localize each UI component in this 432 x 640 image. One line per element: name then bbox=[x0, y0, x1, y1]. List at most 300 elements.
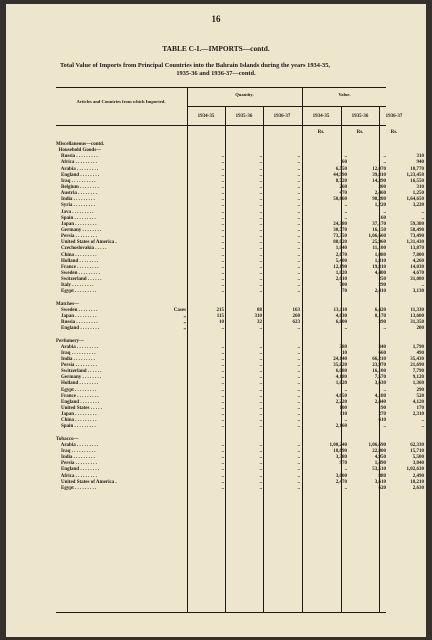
row-cell: .. bbox=[259, 221, 262, 227]
row-label: Matches— bbox=[56, 301, 80, 307]
row-cell: .. bbox=[259, 350, 262, 356]
row-label: France . . . . . . . . . bbox=[56, 264, 99, 270]
row-cell: 1,020 bbox=[335, 270, 347, 276]
row-cell: 4,260 bbox=[412, 258, 424, 264]
row-cell: .. bbox=[383, 160, 386, 166]
header-articles: Articles and Countries from which Imported. bbox=[76, 99, 166, 104]
row-cell: 1,06,660 bbox=[368, 234, 386, 240]
row-label: Perfumery— bbox=[56, 338, 85, 344]
row-cell: .. bbox=[221, 209, 224, 215]
row-cell: .. bbox=[259, 270, 262, 276]
row-cell: .. bbox=[297, 191, 300, 197]
row-label: Spain . . . . . . . . . bbox=[56, 215, 96, 221]
row-cell: .. bbox=[221, 270, 224, 276]
row-cell: 12,190 bbox=[333, 264, 347, 270]
header-bottom-rule bbox=[56, 125, 386, 126]
row-cell: 1,490 bbox=[374, 461, 386, 467]
row-cell: .. bbox=[221, 252, 224, 258]
row-cell: .. bbox=[259, 264, 262, 270]
row-cell: .. bbox=[221, 246, 224, 252]
row-label: Spain . . . . . . . . . bbox=[56, 424, 96, 430]
row-cell: 6,800 bbox=[335, 320, 347, 326]
row-cell: .. bbox=[259, 369, 262, 375]
row-cell: .. bbox=[221, 184, 224, 190]
row-cell: .. bbox=[421, 418, 424, 424]
row-cell: 62,330 bbox=[410, 442, 424, 448]
row-label: Italy . . . . . . . . . bbox=[56, 283, 94, 289]
row-cell: 3,630 bbox=[374, 381, 386, 387]
row-cell: 250 bbox=[378, 277, 386, 283]
row-cell: .. bbox=[221, 240, 224, 246]
row-cell: 610 bbox=[378, 418, 386, 424]
row-cell: .. bbox=[297, 344, 300, 350]
row-cell: 18,210 bbox=[410, 479, 424, 485]
row-cell: .. bbox=[259, 424, 262, 430]
row-cell: .. bbox=[259, 209, 262, 215]
row-cell: 2,470 bbox=[335, 479, 347, 485]
row-unit: „ bbox=[183, 320, 186, 326]
row-cell: .. bbox=[259, 252, 262, 258]
row-cell: .. bbox=[221, 424, 224, 430]
row-cell: .. bbox=[297, 203, 300, 209]
row-cell: .. bbox=[259, 184, 262, 190]
row-cell: .. bbox=[297, 215, 300, 221]
row-cell: 18,690 bbox=[333, 449, 347, 455]
row-cell: .. bbox=[221, 406, 224, 412]
row-label: France . . . . . . . . . bbox=[56, 393, 99, 399]
row-cell: .. bbox=[259, 326, 262, 332]
row-cell: .. bbox=[297, 166, 300, 172]
row-cell: 4,400 bbox=[374, 270, 386, 276]
row-label: Sweden . . . . . . . . bbox=[56, 307, 98, 313]
row-cell: 1,080 bbox=[374, 252, 386, 258]
group-rule bbox=[187, 106, 386, 107]
row-label: Belgium . . . . . . . . bbox=[56, 184, 99, 190]
row-cell: .. bbox=[259, 277, 262, 283]
row-cell: .. bbox=[259, 356, 262, 362]
row-cell: 1,00,240 bbox=[329, 442, 347, 448]
row-cell: 59,380 bbox=[410, 221, 424, 227]
row-cell: .. bbox=[297, 252, 300, 258]
table-bottom-rule bbox=[56, 612, 386, 613]
row-cell: 310 bbox=[416, 154, 424, 160]
row-label: Russia . . . . . . . . . bbox=[56, 154, 98, 160]
row-cell: .. bbox=[297, 485, 300, 491]
row-cell: .. bbox=[221, 356, 224, 362]
row-cell: .. bbox=[297, 209, 300, 215]
row-cell: 290 bbox=[416, 387, 424, 393]
year-header: 1935-36 bbox=[235, 114, 253, 119]
row-cell: .. bbox=[221, 350, 224, 356]
row-cell: .. bbox=[297, 326, 300, 332]
row-cell: 12,070 bbox=[372, 166, 386, 172]
row-cell: 340 bbox=[378, 344, 386, 350]
row-cell: .. bbox=[259, 178, 262, 184]
row-cell: 15,710 bbox=[410, 449, 424, 455]
row-cell: .. bbox=[297, 270, 300, 276]
row-cell: 4,650 bbox=[335, 393, 347, 399]
row-label: Syria . . . . . . . . . bbox=[56, 203, 95, 209]
row-label: Japan . . . . . . . . . bbox=[56, 313, 97, 319]
row-cell: .. bbox=[259, 406, 262, 412]
row-cell: .. bbox=[383, 387, 386, 393]
row-cell: .. bbox=[297, 412, 300, 418]
row-cell: .. bbox=[221, 381, 224, 387]
row-label: Persia . . . . . . . . . bbox=[56, 363, 97, 369]
row-cell: 70 bbox=[342, 289, 347, 295]
year-header: 1936-37 bbox=[385, 114, 403, 119]
row-label: Russia . . . . . . . . . bbox=[56, 320, 98, 326]
row-cell: .. bbox=[297, 178, 300, 184]
row-cell: 1,020 bbox=[335, 381, 347, 387]
row-cell: .. bbox=[344, 485, 347, 491]
row-cell: 6,080 bbox=[335, 369, 347, 375]
row-cell: 66,210 bbox=[372, 356, 386, 362]
row-cell: .. bbox=[221, 485, 224, 491]
row-cell: .. bbox=[344, 418, 347, 424]
row-cell: 7,570 bbox=[374, 375, 386, 381]
row-cell: 160 bbox=[378, 215, 386, 221]
row-cell: 30,770 bbox=[333, 227, 347, 233]
row-cell: 4,630 bbox=[335, 313, 347, 319]
table-title: TABLE C-I.—IMPORTS—contd. bbox=[162, 44, 270, 53]
row-label: Iraq . . . . . . . . . . bbox=[56, 449, 96, 455]
row-cell: .. bbox=[344, 326, 347, 332]
row-cell: 310 bbox=[254, 313, 262, 319]
row-cell: 25,960 bbox=[372, 240, 386, 246]
row-cell: 24,380 bbox=[333, 221, 347, 227]
row-cell: 880 bbox=[378, 473, 386, 479]
row-cell: .. bbox=[259, 166, 262, 172]
row-cell: 1,31,430 bbox=[406, 240, 424, 246]
row-cell: 9,120 bbox=[412, 375, 424, 381]
row-label: England . . . . . . . . bbox=[56, 467, 100, 473]
row-cell: .. bbox=[297, 289, 300, 295]
currency-label: Rs. bbox=[317, 130, 325, 135]
row-cell: 3,610 bbox=[374, 479, 386, 485]
row-cell: 2,220 bbox=[335, 399, 347, 405]
row-label: Sweden . . . . . . . . . bbox=[56, 270, 100, 276]
row-cell: .. bbox=[344, 467, 347, 473]
row-cell: 1,040 bbox=[335, 246, 347, 252]
row-cell: .. bbox=[259, 191, 262, 197]
row-cell: .. bbox=[297, 240, 300, 246]
row-cell: 970 bbox=[339, 461, 347, 467]
row-label: Persia . . . . . . . . . bbox=[56, 461, 97, 467]
row-cell: .. bbox=[259, 467, 262, 473]
row-cell: .. bbox=[221, 393, 224, 399]
table-body bbox=[56, 142, 424, 492]
row-cell: .. bbox=[297, 221, 300, 227]
row-cell: 5,400 bbox=[335, 258, 347, 264]
row-label: United States of America . bbox=[56, 479, 117, 485]
row-cell: .. bbox=[259, 381, 262, 387]
row-cell: .. bbox=[259, 412, 262, 418]
row-label: Africa . . . . . . . . . bbox=[56, 160, 97, 166]
row-label: England . . . . . . . . bbox=[56, 326, 100, 332]
row-cell: 50,660 bbox=[333, 197, 347, 203]
row-cell: .. bbox=[297, 418, 300, 424]
row-cell: .. bbox=[221, 283, 224, 289]
row-cell: 2,410 bbox=[374, 289, 386, 295]
row-label: Persia . . . . . . . . . bbox=[56, 234, 97, 240]
row-cell: 1,02,630 bbox=[406, 467, 424, 473]
row-cell: .. bbox=[297, 350, 300, 356]
row-label: United States of America . bbox=[56, 240, 117, 246]
row-cell: 270 bbox=[378, 412, 386, 418]
row-label: Tobacco— bbox=[56, 436, 79, 442]
row-cell: .. bbox=[221, 264, 224, 270]
row-label: Iraq . . . . . . . . . . bbox=[56, 178, 96, 184]
row-cell: .. bbox=[221, 277, 224, 283]
row-cell: .. bbox=[221, 449, 224, 455]
row-cell: .. bbox=[421, 209, 424, 215]
row-cell: 470 bbox=[339, 191, 347, 197]
row-cell: .. bbox=[344, 209, 347, 215]
row-cell: 31,350 bbox=[410, 320, 424, 326]
row-cell: .. bbox=[297, 227, 300, 233]
row-cell: .. bbox=[383, 209, 386, 215]
row-cell: .. bbox=[259, 375, 262, 381]
row-cell: 10 bbox=[219, 320, 224, 326]
row-cell: .. bbox=[259, 473, 262, 479]
row-label: Iraq . . . . . . . . . . bbox=[56, 350, 96, 356]
row-cell: .. bbox=[383, 154, 386, 160]
row-cell: 8,170 bbox=[374, 313, 386, 319]
row-cell: 3,000 bbox=[335, 473, 347, 479]
row-cell: .. bbox=[297, 461, 300, 467]
row-cell: 2,670 bbox=[335, 252, 347, 258]
row-cell: 100 bbox=[339, 406, 347, 412]
row-cell: 115 bbox=[216, 313, 224, 319]
row-cell: 700 bbox=[339, 283, 347, 289]
row-cell: .. bbox=[259, 246, 262, 252]
row-cell: 2,490 bbox=[412, 473, 424, 479]
row-cell: 2,440 bbox=[374, 399, 386, 405]
row-cell: .. bbox=[259, 455, 262, 461]
row-cell: .. bbox=[297, 160, 300, 166]
row-cell: 520 bbox=[416, 393, 424, 399]
row-cell: 380 bbox=[339, 344, 347, 350]
row-cell: .. bbox=[383, 424, 386, 430]
row-cell: 5,500 bbox=[412, 455, 424, 461]
row-cell: .. bbox=[221, 363, 224, 369]
row-cell: 16,550 bbox=[410, 178, 424, 184]
row-cell: .. bbox=[259, 227, 262, 233]
row-cell: .. bbox=[259, 234, 262, 240]
row-cell: 4,670 bbox=[412, 270, 424, 276]
row-cell: 1,810 bbox=[374, 258, 386, 264]
row-cell: 44,990 bbox=[333, 172, 347, 178]
row-label: Austria . . . . . . . . bbox=[56, 191, 97, 197]
row-cell: 170 bbox=[416, 406, 424, 412]
row-cell: .. bbox=[221, 442, 224, 448]
row-cell: 32 bbox=[257, 320, 262, 326]
row-cell: 39,810 bbox=[372, 172, 386, 178]
row-label: England . . . . . . . . bbox=[56, 399, 100, 405]
row-cell: 58,490 bbox=[410, 227, 424, 233]
row-cell: 11,100 bbox=[372, 246, 386, 252]
row-cell: 1,23,450 bbox=[406, 172, 424, 178]
row-label: Switzerland . . . . . . bbox=[56, 277, 102, 283]
row-label: Switzerland . . . . . . bbox=[56, 369, 102, 375]
row-cell: .. bbox=[221, 178, 224, 184]
row-cell: 1,790 bbox=[412, 344, 424, 350]
table-top-rule bbox=[56, 87, 386, 88]
row-cell: .. bbox=[221, 344, 224, 350]
row-cell: 3,040 bbox=[412, 461, 424, 467]
row-label: Egypt . . . . . . . . . bbox=[56, 485, 97, 491]
row-label: Java . . . . . . . . . bbox=[56, 209, 94, 215]
row-cell: 620 bbox=[378, 485, 386, 491]
row-cell: 7,790 bbox=[412, 369, 424, 375]
row-cell: .. bbox=[259, 154, 262, 160]
row-cell: 35,430 bbox=[410, 356, 424, 362]
row-label: Germany . . . . . . . . bbox=[56, 375, 102, 381]
row-label: Czechoslovakia . . . . . bbox=[56, 246, 107, 252]
row-cell: .. bbox=[221, 418, 224, 424]
row-cell: 73,490 bbox=[410, 234, 424, 240]
row-label: Holland . . . . . . . . bbox=[56, 258, 99, 264]
header-quantity: Quantity. bbox=[235, 92, 254, 97]
row-cell: 300 bbox=[378, 184, 386, 190]
row-label: Arabia . . . . . . . . . bbox=[56, 166, 99, 172]
row-cell: .. bbox=[344, 387, 347, 393]
row-label: India . . . . . . . . . bbox=[56, 197, 95, 203]
row-cell: .. bbox=[297, 406, 300, 412]
table-subtitle-line2: 1935-36 and 1936-37—contd. bbox=[176, 70, 256, 77]
row-cell: 14,030 bbox=[410, 264, 424, 270]
row-cell: 4,180 bbox=[374, 393, 386, 399]
year-header: 1935-36 bbox=[351, 114, 369, 119]
year-header: 1936-37 bbox=[273, 114, 291, 119]
row-cell: 88 bbox=[257, 307, 262, 313]
row-unit: „ bbox=[183, 313, 186, 319]
row-cell: .. bbox=[297, 387, 300, 393]
row-cell: .. bbox=[221, 326, 224, 332]
row-cell: .. bbox=[259, 363, 262, 369]
row-label: India . . . . . . . . . bbox=[56, 455, 95, 461]
row-cell: .. bbox=[259, 240, 262, 246]
row-cell: .. bbox=[297, 442, 300, 448]
row-cell: 37,170 bbox=[372, 221, 386, 227]
row-cell: .. bbox=[259, 172, 262, 178]
row-unit: „ bbox=[183, 326, 186, 332]
row-cell: .. bbox=[383, 326, 386, 332]
row-label: Japan . . . . . . . . . bbox=[56, 412, 97, 418]
row-unit: Cases bbox=[173, 307, 186, 313]
row-cell: .. bbox=[221, 191, 224, 197]
row-cell: 490 bbox=[416, 350, 424, 356]
row-label: Arabia . . . . . . . . . bbox=[56, 442, 99, 448]
row-cell: 6,420 bbox=[374, 307, 386, 313]
row-cell: .. bbox=[297, 277, 300, 283]
document-page bbox=[6, 4, 426, 637]
row-cell: .. bbox=[221, 473, 224, 479]
row-cell: 10 bbox=[342, 350, 347, 356]
row-cell: 16,100 bbox=[372, 369, 386, 375]
row-cell: .. bbox=[297, 479, 300, 485]
row-cell: 310 bbox=[416, 184, 424, 190]
row-cell: .. bbox=[259, 215, 262, 221]
row-cell: .. bbox=[259, 197, 262, 203]
row-cell: 8,720 bbox=[335, 178, 347, 184]
row-cell: .. bbox=[297, 258, 300, 264]
row-cell: .. bbox=[297, 473, 300, 479]
row-cell: .. bbox=[259, 399, 262, 405]
row-cell: .. bbox=[259, 387, 262, 393]
row-cell: .. bbox=[297, 449, 300, 455]
row-cell: .. bbox=[221, 412, 224, 418]
row-label: Egypt . . . . . . . . . bbox=[56, 387, 97, 393]
row-cell: .. bbox=[421, 215, 424, 221]
row-cell: 19,810 bbox=[372, 264, 386, 270]
table-row bbox=[56, 485, 424, 492]
row-cell: 88,020 bbox=[333, 240, 347, 246]
row-cell: .. bbox=[221, 172, 224, 178]
row-cell: .. bbox=[221, 166, 224, 172]
row-cell: .. bbox=[297, 399, 300, 405]
row-cell: .. bbox=[221, 375, 224, 381]
row-cell: 4,180 bbox=[335, 375, 347, 381]
row-cell: .. bbox=[221, 289, 224, 295]
row-label: Egypt . . . . . . . . . bbox=[56, 289, 97, 295]
row-cell: 23,970 bbox=[372, 363, 386, 369]
row-cell: 940 bbox=[416, 160, 424, 166]
row-cell: 1,250 bbox=[412, 191, 424, 197]
row-cell: 21,690 bbox=[410, 363, 424, 369]
row-cell: .. bbox=[297, 356, 300, 362]
header-value: Value. bbox=[338, 92, 351, 97]
row-cell: .. bbox=[297, 363, 300, 369]
row-cell: .. bbox=[259, 442, 262, 448]
row-cell: 3,220 bbox=[412, 203, 424, 209]
row-cell: 22,800 bbox=[372, 449, 386, 455]
row-cell: .. bbox=[259, 449, 262, 455]
row-label: India . . . . . . . . . bbox=[56, 356, 95, 362]
row-cell: .. bbox=[259, 485, 262, 491]
row-cell: .. bbox=[221, 221, 224, 227]
row-cell: 13,600 bbox=[410, 313, 424, 319]
row-cell: .. bbox=[344, 154, 347, 160]
row-cell: .. bbox=[221, 455, 224, 461]
row-cell: 1,220 bbox=[374, 203, 386, 209]
row-cell: .. bbox=[297, 283, 300, 289]
row-cell: 1,06,690 bbox=[368, 442, 386, 448]
year-header: 1934-35 bbox=[312, 114, 330, 119]
row-cell: .. bbox=[259, 283, 262, 289]
row-cell: 4,120 bbox=[412, 399, 424, 405]
row-cell: .. bbox=[297, 172, 300, 178]
row-cell: 190 bbox=[378, 406, 386, 412]
row-cell: .. bbox=[297, 264, 300, 270]
row-cell: .. bbox=[297, 154, 300, 160]
row-cell: 2,160 bbox=[335, 424, 347, 430]
row-label: Germany . . . . . . . . bbox=[56, 227, 102, 233]
row-cell: 3,380 bbox=[335, 455, 347, 461]
row-cell: .. bbox=[221, 467, 224, 473]
row-cell: 6,550 bbox=[335, 166, 347, 172]
row-cell: 10,770 bbox=[410, 166, 424, 172]
year-header: 1934-35 bbox=[197, 114, 215, 119]
row-cell: .. bbox=[259, 258, 262, 264]
row-cell: .. bbox=[221, 160, 224, 166]
table-subtitle-line1: Total Value of Imports from Principal Countries into the Bahrain Islands during the years 1934-35, bbox=[60, 62, 331, 69]
row-label: Household Goods— bbox=[56, 148, 102, 154]
row-label: Holland . . . . . . . . bbox=[56, 381, 99, 387]
row-cell: 35,820 bbox=[333, 363, 347, 369]
currency-label: Rs. bbox=[356, 130, 364, 135]
